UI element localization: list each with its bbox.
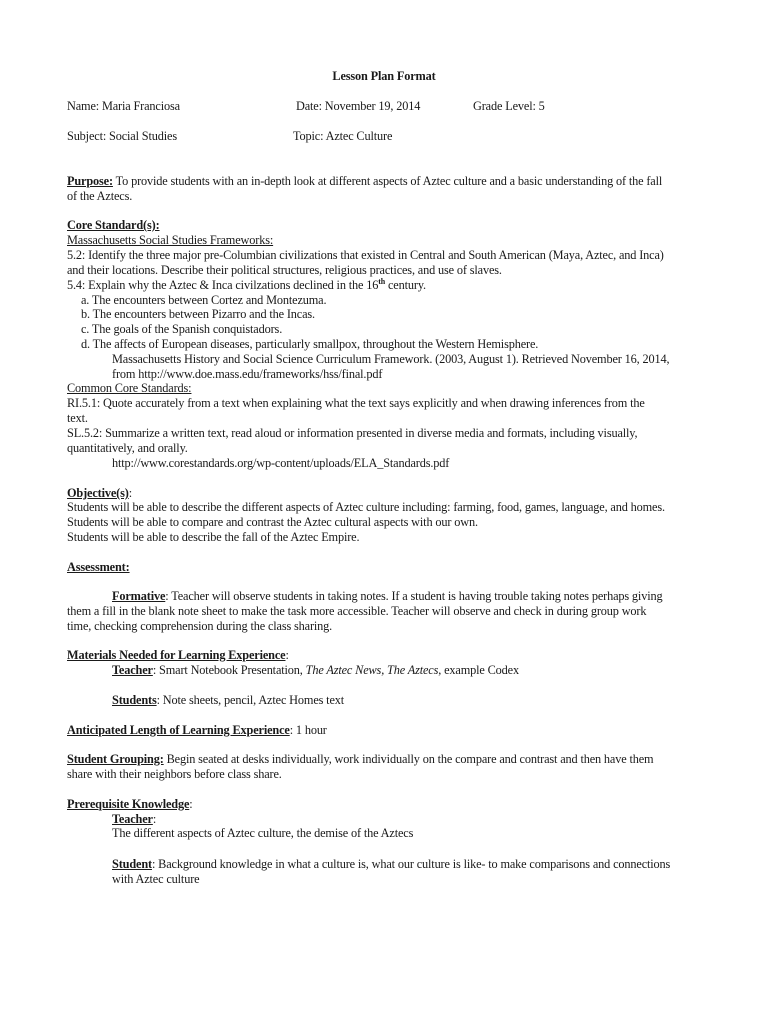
purpose-line-2: of the Aztecs. xyxy=(67,189,133,203)
header-name: Name: Maria Franciosa xyxy=(67,99,180,113)
standard-item-b: b. The encounters between Pizarro and the Incas. xyxy=(81,307,315,321)
document-title: Lesson Plan Format xyxy=(332,69,436,83)
formative-line-1: Formative: Teacher will observe students in taking notes. If a student is having trouble taking notes perhaps giving xyxy=(112,589,663,603)
prereq-student-line-1: Student: Background knowledge in what a culture is, what our culture is like- to make comparisons and connections xyxy=(112,857,671,871)
ri-5-1-line-2: text. xyxy=(67,411,88,425)
ri-5-1-line-1: RI.5.1: Quote accurately from a text when explaining what the text says explicitly and when drawing inferences from the xyxy=(67,396,645,410)
reference-1-line-1: Massachusetts History and Social Science Curriculum Framework. (2003, August 1). Retrieved November 16, 2014, xyxy=(112,352,670,366)
standard-5-2-line-2: and their locations. Describe their political structures, religious practices, and use of slaves. xyxy=(67,263,502,277)
standard-item-a: a. The encounters between Cortez and Montezuma. xyxy=(81,293,327,307)
prereq-heading: Prerequisite Knowledge: xyxy=(67,797,193,811)
standard-item-d: d. The affects of European diseases, particularly smallpox, throughout the Western Hemisphere. xyxy=(81,337,539,351)
header-date: Date: November 19, 2014 xyxy=(296,99,421,113)
objective-3: Students will be able to describe the fall of the Aztec Empire. xyxy=(67,530,360,544)
length-line: Anticipated Length of Learning Experience: 1 hour xyxy=(67,723,327,737)
reference-2: http://www.corestandards.org/wp-content/uploads/ELA_Standards.pdf xyxy=(112,456,450,470)
purpose-label: Purpose: xyxy=(67,174,113,188)
assessment-heading: Assessment: xyxy=(67,560,130,574)
objective-1: Students will be able to describe the different aspects of Aztec culture including: farming, food, games, language, and homes. xyxy=(67,500,665,514)
grouping-line-2: share with their neighbors before class share. xyxy=(67,767,282,781)
header-topic: Topic: Aztec Culture xyxy=(293,129,393,143)
objectives-heading: Objective(s): xyxy=(67,486,132,500)
prereq-student-line-2: with Aztec culture xyxy=(112,872,200,886)
objective-2: Students will be able to compare and contrast the Aztec cultural aspects with our own. xyxy=(67,515,478,529)
purpose-line-1: Purpose: To provide students with an in-depth look at different aspects of Aztec culture and a basic understanding of the fall xyxy=(67,174,663,188)
formative-line-3: time, checking comprehension during the class sharing. xyxy=(67,619,333,633)
materials-students: Students: Note sheets, pencil, Aztec Homes text xyxy=(112,693,345,707)
common-core-label: Common Core Standards: xyxy=(67,381,192,395)
formative-line-2: them a fill in the blank note sheet to make the task more accessible. Teacher will observe and check in during group work xyxy=(67,604,647,618)
prereq-teacher-label: Teacher: xyxy=(112,812,157,826)
sl-5-2-line-1: SL.5.2: Summarize a written text, read aloud or information presented in diverse media and formats, including visually, xyxy=(67,426,638,440)
core-standards-heading: Core Standard(s): xyxy=(67,218,160,232)
sl-5-2-line-2: quantitatively, and orally. xyxy=(67,441,188,455)
header-subject: Subject: Social Studies xyxy=(67,129,177,143)
header-grade: Grade Level: 5 xyxy=(473,99,545,113)
standard-5-2-line-1: 5.2: Identify the three major pre-Columbian civilizations that existed in Central and South American (Maya, Aztec, and Inca) xyxy=(67,248,664,262)
mass-frameworks-label: Massachusetts Social Studies Frameworks: xyxy=(67,233,274,247)
materials-heading: Materials Needed for Learning Experience: xyxy=(67,648,289,662)
standard-5-4: 5.4: Explain why the Aztec & Inca civilzations declined in the 16th century. xyxy=(67,276,426,292)
materials-teacher: Teacher: Smart Notebook Presentation, The Aztec News, The Aztecs, example Codex xyxy=(112,663,519,677)
grouping-line-1: Student Grouping: Begin seated at desks individually, work individually on the compare and contrast and then have them xyxy=(67,752,654,766)
prereq-teacher-text: The different aspects of Aztec culture, the demise of the Aztecs xyxy=(112,826,414,840)
standard-item-c: c. The goals of the Spanish conquistadors. xyxy=(81,322,283,336)
reference-1-line-2: from http://www.doe.mass.edu/frameworks/hss/final.pdf xyxy=(112,367,383,381)
